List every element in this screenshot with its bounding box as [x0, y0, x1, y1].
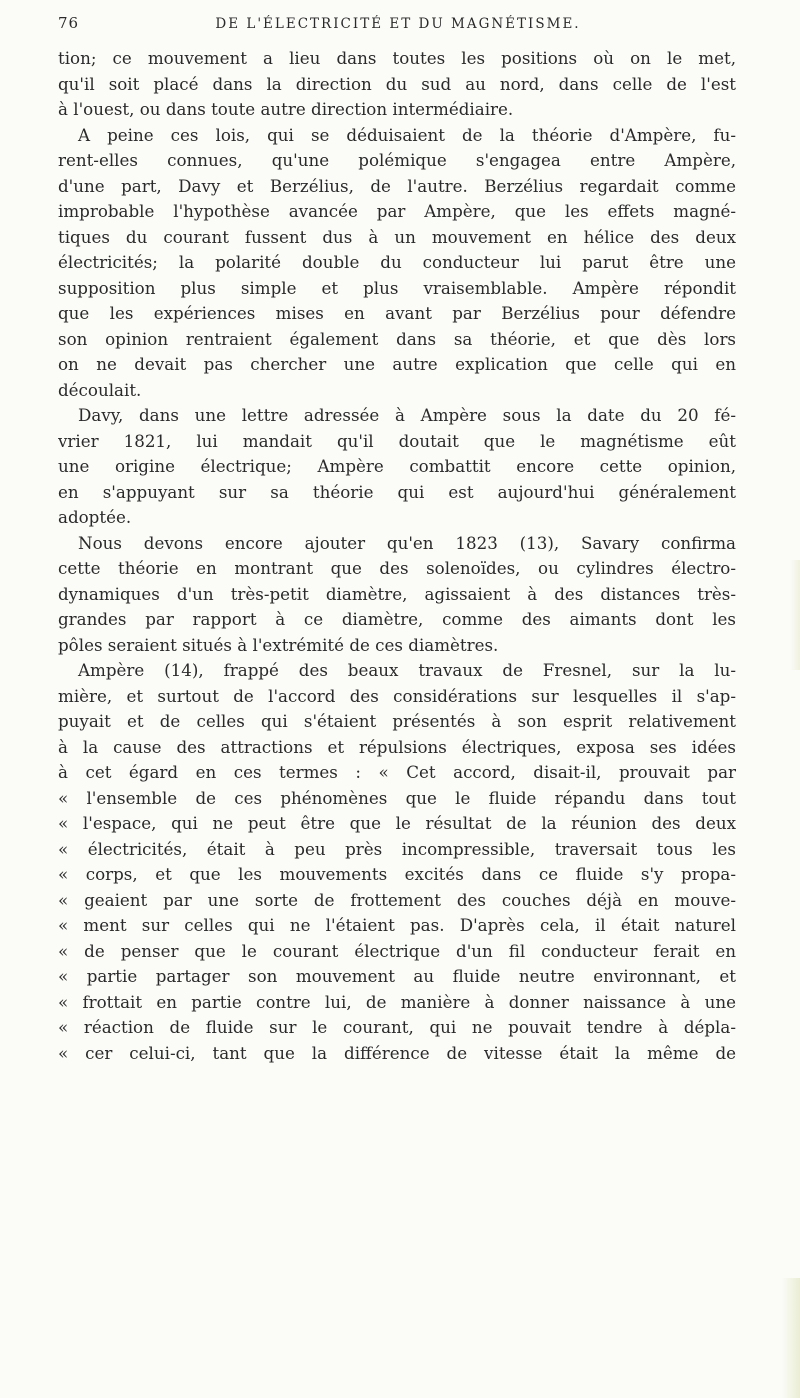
text-line: grandes par rapport à ce diamètre, comme des aimants dont les	[58, 609, 736, 629]
text-line: à l'ouest, ou dans toute autre direction intermédiaire.	[58, 99, 514, 119]
body-text	[58, 46, 736, 1066]
text-line: improbable l'hypothèse avancée par Ampère, que les effets magné-	[58, 201, 736, 221]
text-line: « réaction de fluide sur le courant, qui ne pouvait tendre à dépla-	[58, 1017, 736, 1037]
text-line: « l'ensemble de ces phénomènes que le fluide répandu dans tout	[58, 787, 736, 808]
text-line: d'une part, Davy et Berzélius, de l'autre. Berzélius regardait comme	[58, 175, 736, 196]
text-line: supposition plus simple et plus vraisemblable. Ampère répondit	[58, 277, 736, 298]
text-line: que les expériences mises en avant par Berzélius pour défendre	[58, 303, 736, 323]
text-line: mière, et surtout de l'accord des considérations sur lesquelles il s'ap-	[58, 685, 736, 706]
text-line: tiques du courant fussent dus à un mouvement en hélice des deux	[58, 226, 736, 247]
text-line: Nous devons encore ajouter qu'en 1823 (13), Savary confirma	[78, 532, 736, 553]
text-line: « l'espace, qui ne peut être que le résultat de la réunion des deux	[58, 813, 736, 833]
text-line: Ampère (14), frappé des beaux travaux de Fresnel, sur la lu-	[78, 660, 736, 680]
text-line: à cet égard en ces termes : « Cet accord, disait-il, prouvait par	[58, 762, 736, 782]
text-line: pôles seraient situés à l'extrémité de ces diamètres.	[58, 634, 499, 655]
page-number: 76	[58, 14, 80, 32]
page-edge-shade	[790, 560, 800, 670]
text-line: à la cause des attractions et répulsions électriques, exposa ses idées	[58, 736, 736, 757]
text-line: « frottait en partie contre lui, de manière à donner naissance à une	[58, 991, 736, 1012]
text-line: adoptée.	[58, 507, 132, 527]
text-line: tion; ce mouvement a lieu dans toutes les positions où on le met,	[58, 48, 736, 68]
text-line: « corps, et que les mouvements excités dans ce fluide s'y propa-	[58, 864, 736, 884]
text-line: « cer celui-ci, tant que la différence de vitesse était la même de	[58, 1042, 736, 1063]
text-line: qu'il soit placé dans la direction du sud au nord, dans celle de l'est	[58, 73, 736, 94]
text-line: Davy, dans une lettre adressée à Ampère sous la date du 20 fé-	[78, 405, 736, 425]
text-line: vrier 1821, lui mandait qu'il doutait que le magnétisme eût	[58, 430, 736, 451]
text-line: cette théorie en montrant que des solenoïdes, ou cylindres électro-	[58, 558, 736, 578]
text-line: « partie partager son mouvement au fluide neutre environnant, et	[58, 966, 736, 986]
text-line: en s'appuyant sur sa théorie qui est aujourd'hui généralement	[58, 481, 736, 502]
page-header	[58, 14, 738, 40]
text-line: « de penser que le courant électrique d'un fil conducteur ferait en	[58, 940, 736, 961]
text-line: « geaient par une sorte de frottement des couches déjà en mouve-	[58, 889, 736, 910]
running-head: DE L'ÉLECTRICITÉ ET DU MAGNÉTISME.	[215, 16, 581, 32]
text-line: A peine ces lois, qui se déduisaient de la théorie d'Ampère, fu-	[78, 124, 736, 145]
text-line: « électricités, était à peu près incompressible, traversait tous les	[58, 838, 736, 859]
text-line: on ne devait pas chercher une autre explication que celle qui en	[58, 354, 736, 374]
text-line: rent-elles connues, qu'une polémique s'engagea entre Ampère,	[58, 150, 736, 170]
text-line: dynamiques d'un très-petit diamètre, agissaient à des distances très-	[58, 583, 736, 604]
text-line: découlait.	[58, 379, 142, 400]
text-line: électricités; la polarité double du conducteur lui parut être une	[58, 252, 736, 272]
page-edge-shade	[782, 1278, 800, 1398]
text-line: puyait et de celles qui s'étaient présentés à son esprit relativement	[58, 711, 736, 731]
text-line: une origine électrique; Ampère combattit encore cette opinion,	[58, 456, 736, 476]
text-line: son opinion rentraient également dans sa théorie, et que dès lors	[58, 328, 736, 349]
text-line: « ment sur celles qui ne l'étaient pas. D'après cela, il était naturel	[58, 915, 736, 935]
